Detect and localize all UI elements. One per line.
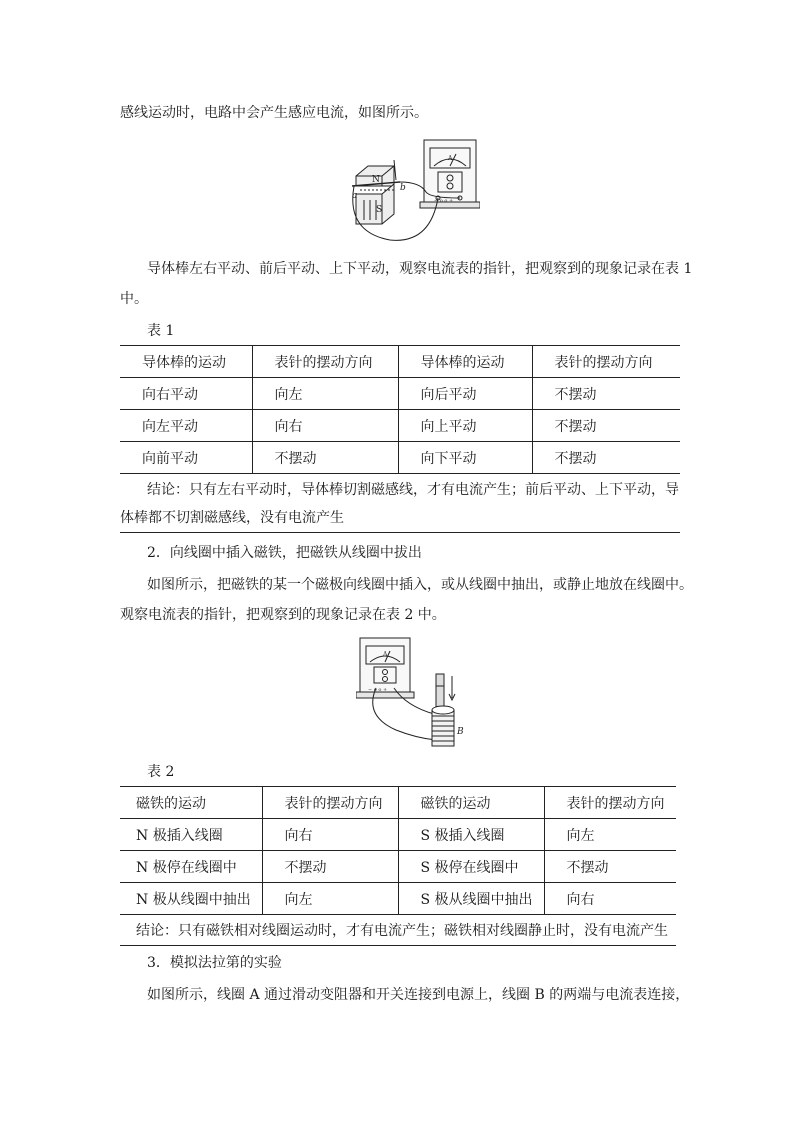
table-row: [120, 410, 680, 442]
rod-end-a-label: a: [352, 191, 358, 201]
table-row: [120, 851, 676, 883]
table-cell: 向右平动: [120, 378, 252, 410]
coil-galvanometer-diagram: [356, 636, 472, 750]
section-2-line-1: 如图所示，把磁铁的某一个磁极向线圈中插入，或从线圈中抽出，或静止地放在线圈中。: [147, 577, 693, 593]
table-row: [120, 883, 676, 915]
table-cell: 向下平动: [398, 442, 532, 474]
table-1-header-cell: 导体棒的运动: [398, 346, 532, 378]
table-2-header-cell: 磁铁的运动: [120, 787, 262, 819]
coil-label: B: [457, 727, 464, 737]
table-1-header-cell: 表针的摆动方向: [252, 346, 398, 378]
figure-magnet-galvanometer: [350, 136, 480, 248]
paragraph-1-line-2: 中。: [120, 291, 148, 307]
table-2-header-cell: 表针的摆动方向: [544, 787, 676, 819]
table-row: [120, 378, 680, 410]
meter-label: A: [383, 651, 388, 658]
table-2-header-cell: 磁铁的运动: [398, 787, 544, 819]
rod-end-b-label: b: [400, 183, 406, 193]
meter-label: A: [448, 155, 453, 162]
table-1-conclusion: [120, 476, 680, 533]
magnet-galvanometer-diagram: [350, 136, 480, 244]
table-cell: 不摆动: [544, 851, 676, 883]
table-cell: 不摆动: [252, 442, 398, 474]
table-cell: N 极插入线圈: [120, 819, 262, 851]
table-1-caption: 表 1: [147, 323, 175, 339]
table-2-conclusion: [120, 917, 676, 946]
table-1-header-row: [120, 346, 680, 378]
section-2-line-2: 观察电流表的指针，把观察到的现象记录在表 2 中。: [120, 607, 446, 623]
table-2-header-cell: 表针的摆动方向: [262, 787, 398, 819]
table-cell: 向左: [252, 378, 398, 410]
table-cell: 向前平动: [120, 442, 252, 474]
table-2-caption: 表 2: [147, 764, 175, 780]
table-1-header-cell: 导体棒的运动: [120, 346, 252, 378]
table-1-conclusion-line-2: 体棒都不切割磁感线，没有电流产生: [120, 510, 344, 526]
table-2-header-row: [120, 787, 676, 819]
table-row: [120, 819, 676, 851]
table-2-conclusion-line: 结论：只有磁铁相对线圈运动时，才有电流产生；磁铁相对线圈静止时，没有电流产生: [136, 923, 668, 939]
intro-text: 感线运动时，电路中会产生感应电流，如图所示。: [120, 105, 428, 121]
table-cell: 向上平动: [398, 410, 532, 442]
table-cell: 向后平动: [398, 378, 532, 410]
table-cell: 不摆动: [262, 851, 398, 883]
table-cell: 向右: [544, 883, 676, 915]
section-3-line-1: 如图所示，线圈 A 通过滑动变阻器和开关连接到电源上，线圈 B 的两端与电流表连接，: [147, 987, 690, 1003]
table-2: [120, 786, 676, 915]
table-1-conclusion-line-1: 结论：只有左右平动时，导体棒切割磁感线，才有电流产生；前后平动、上下平动，导: [147, 482, 679, 498]
terminal-label: − o o +: [368, 687, 388, 693]
table-cell: S 极停在线圈中: [398, 851, 544, 883]
section-3-heading: 3．模拟法拉第的实验: [147, 955, 282, 971]
figure-coil-galvanometer: [356, 636, 472, 754]
table-cell: 向右: [262, 819, 398, 851]
table-cell: 不摆动: [532, 442, 680, 474]
table-cell: S 极插入线圈: [398, 819, 544, 851]
section-2-heading: 2．向线圈中插入磁铁，把磁铁从线圈中拔出: [147, 545, 422, 561]
table-cell: 向左: [544, 819, 676, 851]
table-cell: 向左: [262, 883, 398, 915]
table-cell: N 极停在线圈中: [120, 851, 262, 883]
south-pole-label: S: [376, 205, 383, 215]
table-1: [120, 345, 680, 474]
table-cell: 向左平动: [120, 410, 252, 442]
terminal-label: − o o +: [434, 198, 454, 204]
table-row: [120, 442, 680, 474]
paragraph-1-line-1: 导体棒左右平动、前后平动、上下平动，观察电流表的指针，把观察到的现象记录在表 1: [147, 261, 693, 277]
north-pole-label: N: [372, 175, 380, 185]
table-cell: 不摆动: [532, 410, 680, 442]
table-cell: S 极从线圈中抽出: [398, 883, 544, 915]
table-cell: N 极从线圈中抽出: [120, 883, 262, 915]
table-cell: 不摆动: [532, 378, 680, 410]
table-cell: 向右: [252, 410, 398, 442]
table-1-header-cell: 表针的摆动方向: [532, 346, 680, 378]
